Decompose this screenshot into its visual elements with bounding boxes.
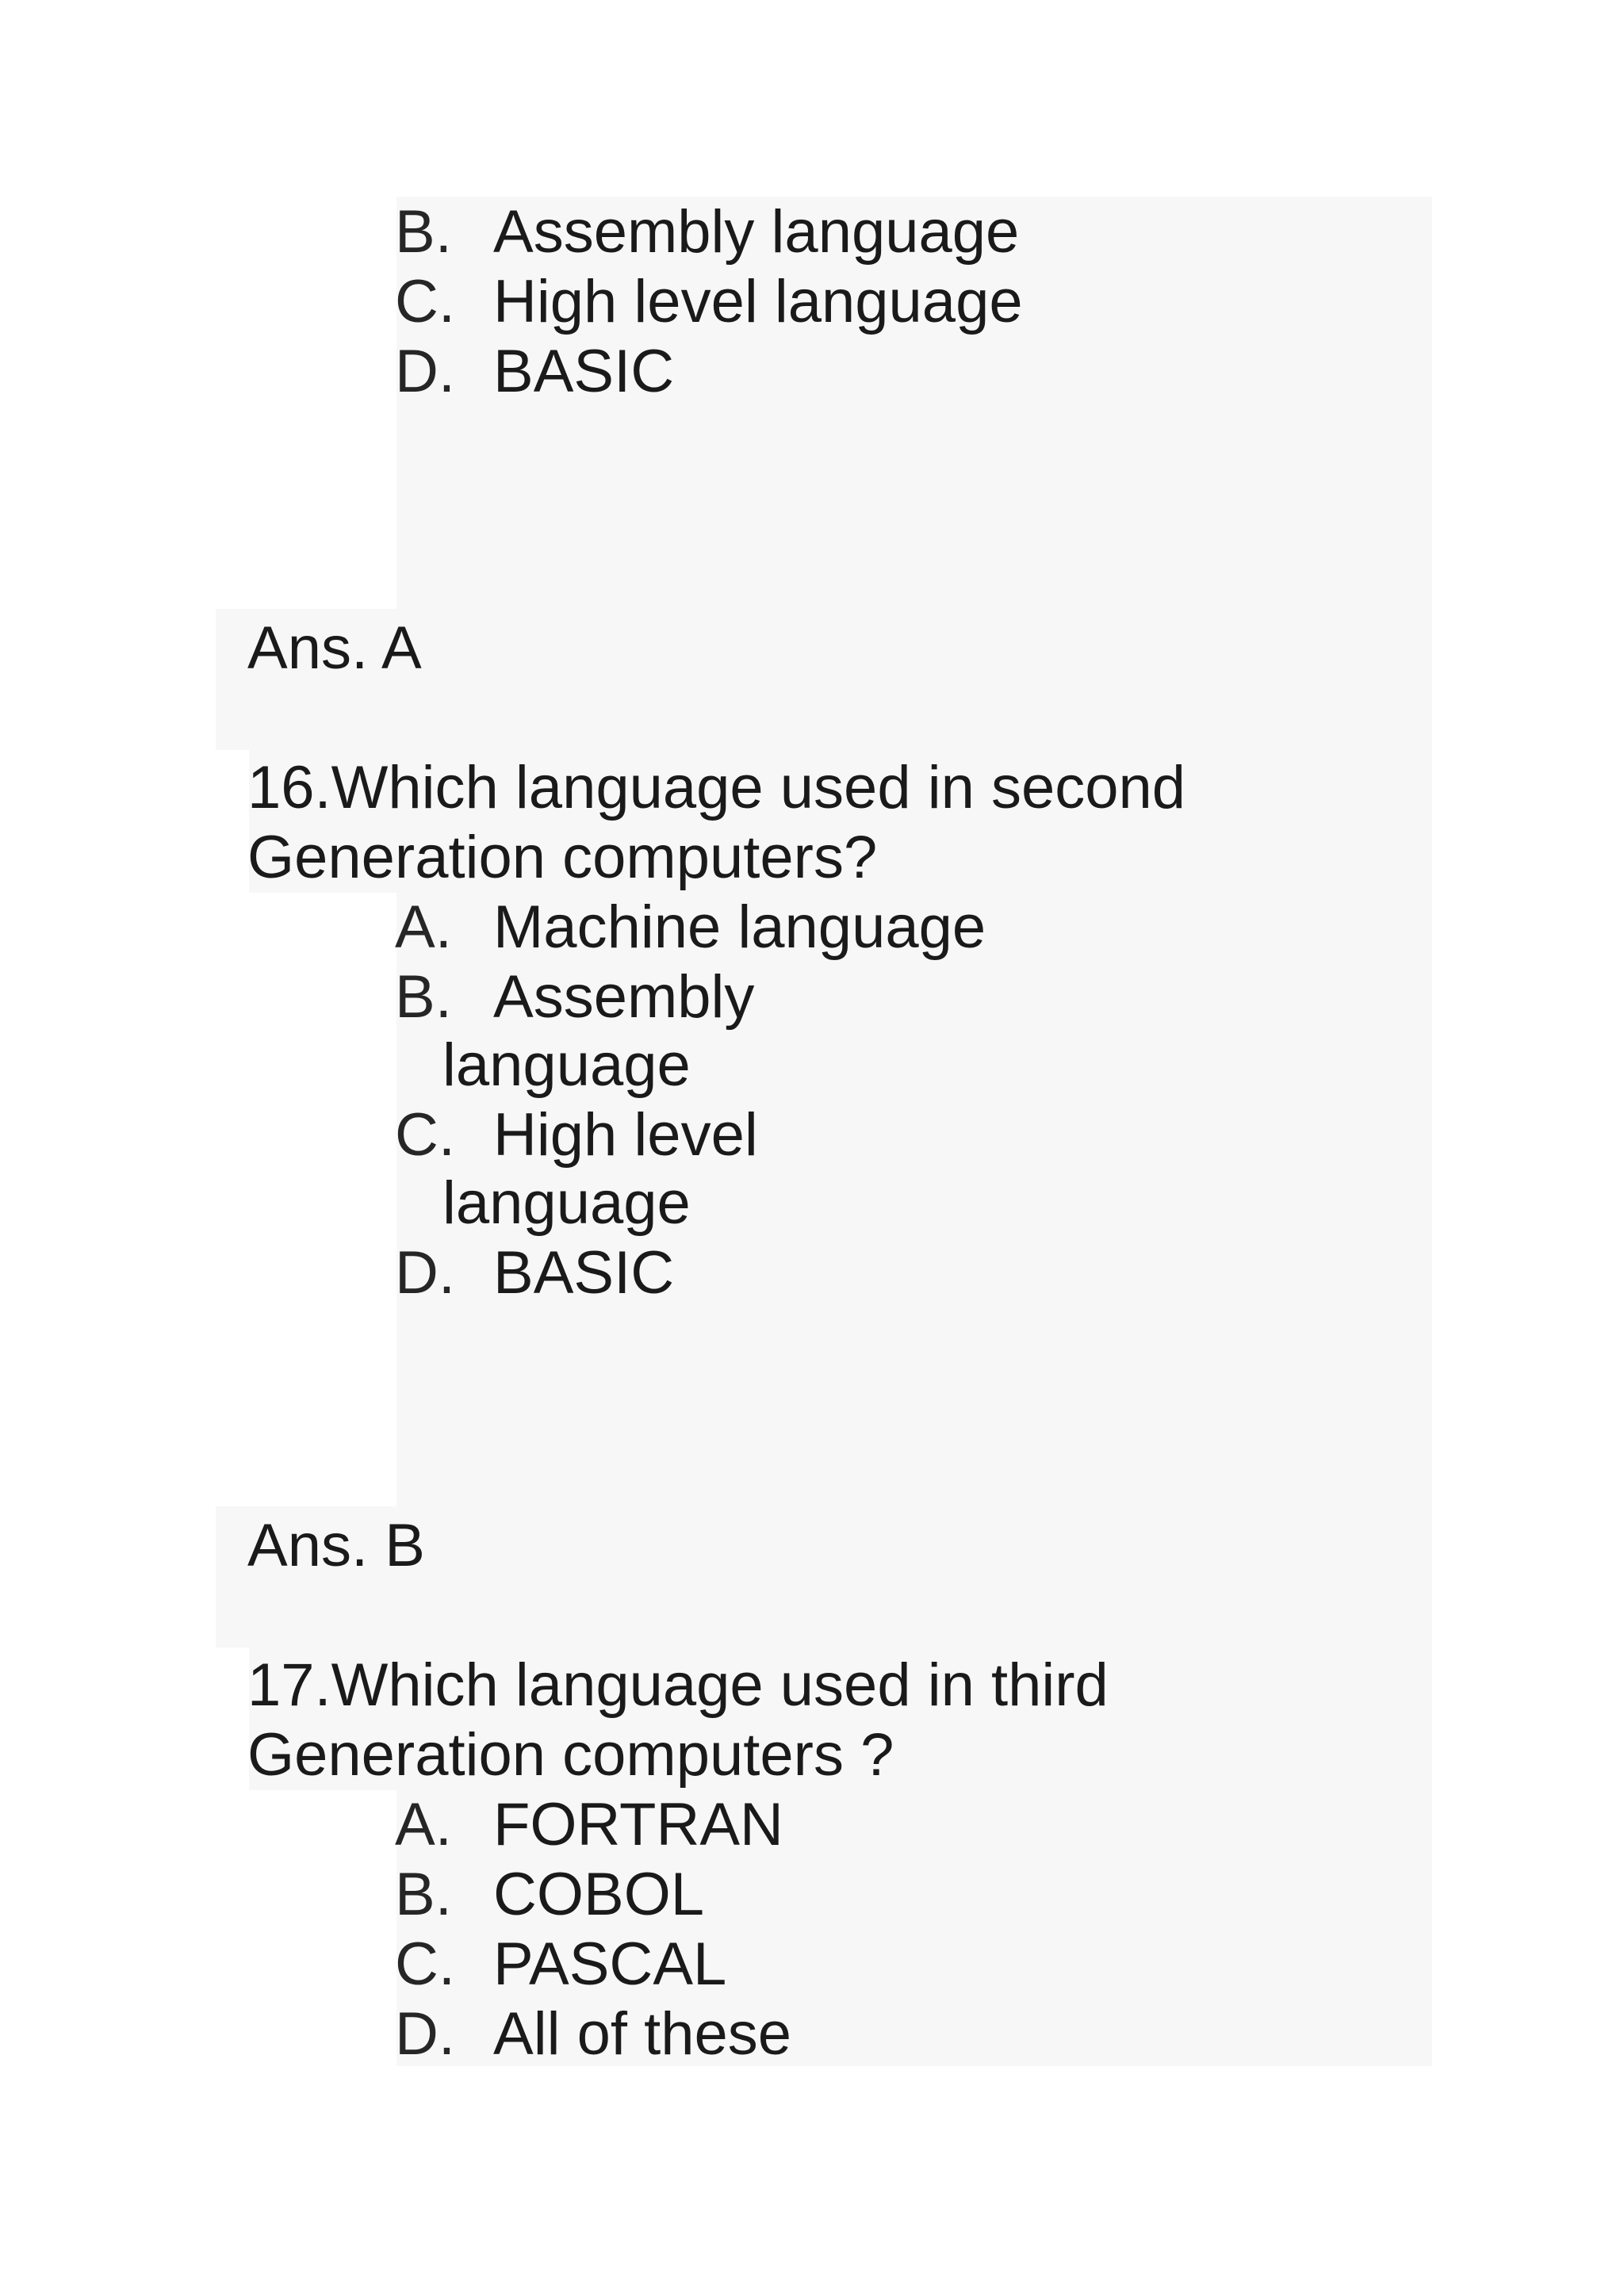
option-letter: D. — [395, 1239, 455, 1307]
option-letter: B. — [395, 198, 452, 266]
option-text: Assembly — [493, 963, 755, 1031]
option-text: Machine language — [493, 894, 986, 961]
question-text: 16.Which language used in second — [247, 754, 1186, 821]
option-letter: A. — [395, 1791, 452, 1858]
question-text: 17.Which language used in third — [247, 1651, 1109, 1719]
option-letter: B. — [395, 1861, 452, 1928]
option-letter: D. — [395, 338, 455, 405]
option-letter: B. — [395, 963, 452, 1031]
option-letter: D. — [395, 2000, 455, 2068]
option-text: Assembly language — [493, 198, 1020, 266]
answer-a: Ans. A — [247, 614, 422, 682]
option-letter: C. — [395, 268, 455, 335]
option-text-continued: language — [442, 1031, 691, 1099]
question-text: Generation computers? — [247, 824, 878, 891]
option-text: COBOL — [493, 1861, 705, 1928]
option-letter: C. — [395, 1931, 455, 1998]
option-text-continued: language — [442, 1169, 691, 1237]
option-text: High level language — [493, 268, 1023, 335]
option-text: BASIC — [493, 338, 675, 405]
answer-b: Ans. B — [247, 1512, 425, 1579]
option-text: FORTRAN — [493, 1791, 783, 1858]
question-text: Generation computers ? — [247, 1721, 894, 1789]
option-letter: C. — [395, 1101, 455, 1169]
option-text: High level — [493, 1101, 758, 1169]
option-text: PASCAL — [493, 1931, 727, 1998]
option-letter: A. — [395, 894, 452, 961]
option-text: All of these — [493, 2000, 791, 2068]
option-text: BASIC — [493, 1239, 675, 1307]
